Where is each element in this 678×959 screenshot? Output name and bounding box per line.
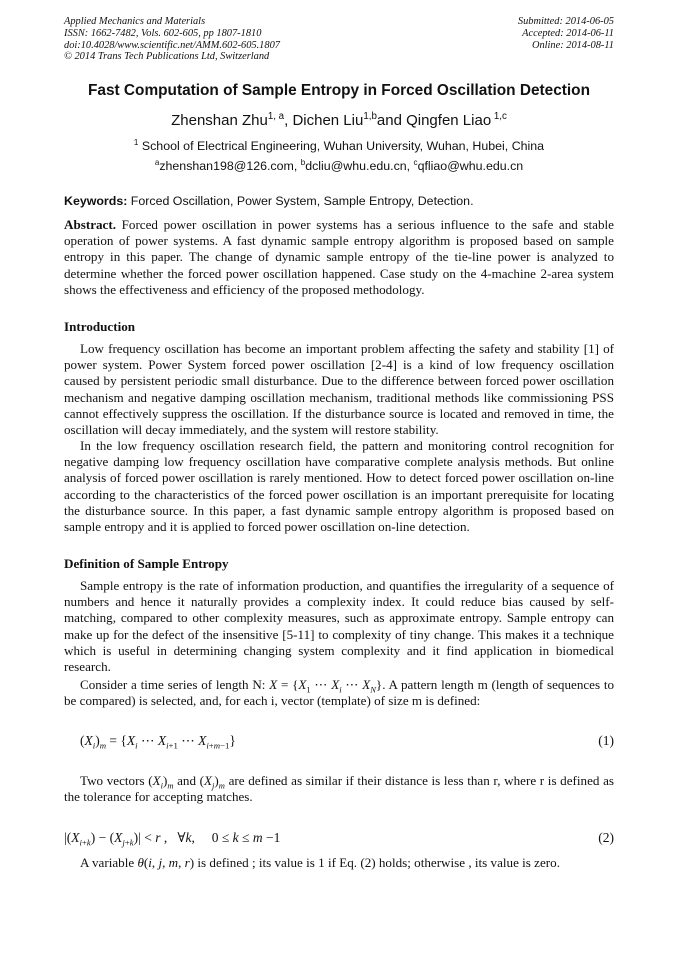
inline-formula-time-series: $X = \{X_1$ ⋯ $X_i$ ⋯ $X_N$} — [269, 677, 383, 695]
text-run: . A pattern length m (length of sequences to be compared) is selected, and, for each i, vector (template) of size m is defined: — [64, 677, 615, 709]
text-run: A variable — [80, 855, 138, 870]
inline-formula-xi: $(X_i)_m$ — [148, 773, 174, 791]
text-run: are defined as similar if their distance is less than r, where r is defined as the tolerance for accepting matches. — [64, 773, 614, 805]
author-separator: , — [284, 112, 293, 129]
author-superscript: 1,b — [363, 111, 377, 122]
definition-paragraph-4 — [64, 855, 614, 871]
equation-2 — [64, 830, 614, 852]
definition-paragraph-2 — [64, 677, 614, 709]
text-run: Two vectors — [80, 773, 149, 788]
author-list — [64, 112, 614, 129]
journal-name: Applied Mechanics and Materials — [64, 16, 206, 27]
email-address[interactable]: zhenshan198@126.com — [159, 159, 294, 173]
keywords-text: Forced Oscillation, Power System, Sample Entropy, Detection. — [127, 194, 474, 208]
submitted-date: Submitted: 2014-06-05 — [517, 16, 614, 27]
equation-1-number: (1) — [598, 733, 614, 748]
email-address[interactable]: dcliu@whu.edu.cn — [305, 159, 407, 173]
affiliation-superscript: 1 — [133, 137, 139, 147]
header-right — [414, 16, 614, 51]
text-run: Consider a time series of length N: — [80, 677, 270, 692]
definition-paragraph-1: Sample entropy is the rate of information production, and quantifies the irregularity of a sequence of numbers and hence it naturally provides a complexity index. It could reduce bias caused by self-matching, compared to other complexity measures, such as approximate entropy. Sample entropy can make up for the defect of the insensitive [5-11] to complexity of tiny change. This makes it a technique which is useful in determining changing system complexity and it find application in biomedical research. — [64, 578, 614, 675]
abstract — [64, 217, 614, 298]
affiliation-text: School of Electrical Engineering, Wuhan University, Wuhan, Hubei, China — [138, 139, 545, 153]
equation-1-body: $(X_i)_m = \{X_i$ ⋯ $X_{i+1}$ ⋯ $X_{i+m-1}$} — [80, 733, 236, 751]
definition-paragraph-3 — [64, 773, 614, 805]
affiliation — [64, 139, 614, 153]
online-date: Online: 2014-08-11 — [531, 39, 614, 51]
keywords — [64, 194, 614, 208]
author-emails — [64, 159, 614, 173]
author-name: Zhenshan Zhu — [171, 112, 268, 129]
copyright-line: © 2014 Trans Tech Publications Ltd, Switzerland — [64, 51, 270, 63]
author-name: Dichen Liu — [292, 112, 364, 129]
abstract-label: Abstract. — [64, 217, 116, 232]
email-superscript: a — [154, 157, 160, 167]
header-left — [64, 16, 384, 63]
intro-paragraph-2: In the low frequency oscillation research field, the pattern and monitoring control recognition for negative damping low frequency oscillation have comparative complete analysis methods. But online analysis of forced power oscillation is rarely mentioned. How to detect forced power oscillation on-line according to the characteristics of the forced power oscillation is an important prerequisite for locating the disturbance source. In this paper, a fast dynamic sample entropy algorithm is proposed based on sample entropy and it is applied to forced power oscillation on-line detection. — [64, 438, 614, 535]
text-run: is defined ; its value is 1 if Eq. (2) holds; otherwise , its value is zero. — [194, 855, 560, 870]
section-heading-introduction: Introduction — [64, 319, 136, 334]
equation-2-body: $|(X_{i+k}) - (X_{j+k})| < r$ , ∀k, 0 ≤ k ≤ m −1 — [64, 830, 281, 848]
text-run: and — [173, 773, 200, 788]
email-superscript: b — [300, 157, 306, 167]
section-heading-definition: Definition of Sample Entropy — [64, 556, 229, 571]
paper-title: Fast Computation of Sample Entropy in Forced Oscillation Detection — [88, 82, 590, 99]
email-address[interactable]: qfliao@whu.edu.cn — [417, 159, 524, 173]
keywords-label: Keywords: — [64, 194, 128, 208]
equation-1 — [80, 733, 614, 755]
author-separator: and — [376, 112, 407, 129]
email-separator: , — [293, 159, 301, 173]
author-name: Qingfen Liao — [406, 112, 492, 129]
article-doi: doi:10.4028/www.scientific.net/AMM.602-605.1807 — [64, 39, 280, 51]
equation-2-number: (2) — [598, 830, 614, 845]
email-separator: , — [406, 159, 414, 173]
journal-issn: ISSN: 1662-7482, Vols. 602-605, pp 1807-1810 — [64, 27, 262, 39]
author-superscript: 1,c — [491, 111, 507, 122]
email-superscript: c — [413, 157, 418, 167]
inline-formula-theta: θ(i, j, m, r) — [137, 855, 195, 870]
author-superscript: 1, a — [267, 111, 285, 122]
accepted-date: Accepted: 2014-06-11 — [522, 27, 614, 39]
inline-formula-xj: $(X_j)_m$ — [199, 773, 225, 791]
abstract-text: Forced power oscillation in power systems has a serious influence to the safe and stable operation of power systems. A fast dynamic sample entropy algorithm is proposed based on sample entropy in this paper. The change of dynamic sample entropy of the tie-line power is analyzed to determine whether the forced power oscillation happened. Case study on the 4-machine 2-area system shows the effectiveness and efficiency of the proposed methodology. — [64, 217, 614, 297]
intro-paragraph-1: Low frequency oscillation has become an important problem affecting the safety and stability [1] of power system. Power System forced power oscillation [2-4] is a kind of low frequency oscillation caused by persistent periodic small disturbance. Due to the difference between forced power oscillation mechanism and negative damping oscillation mechanism, traditional methods like commissioning PSS cannot effectively suppress the oscillation. If the disturbance source is located and removed in time, the oscillation will decay immediately, and the system will restore stability. — [64, 341, 614, 438]
